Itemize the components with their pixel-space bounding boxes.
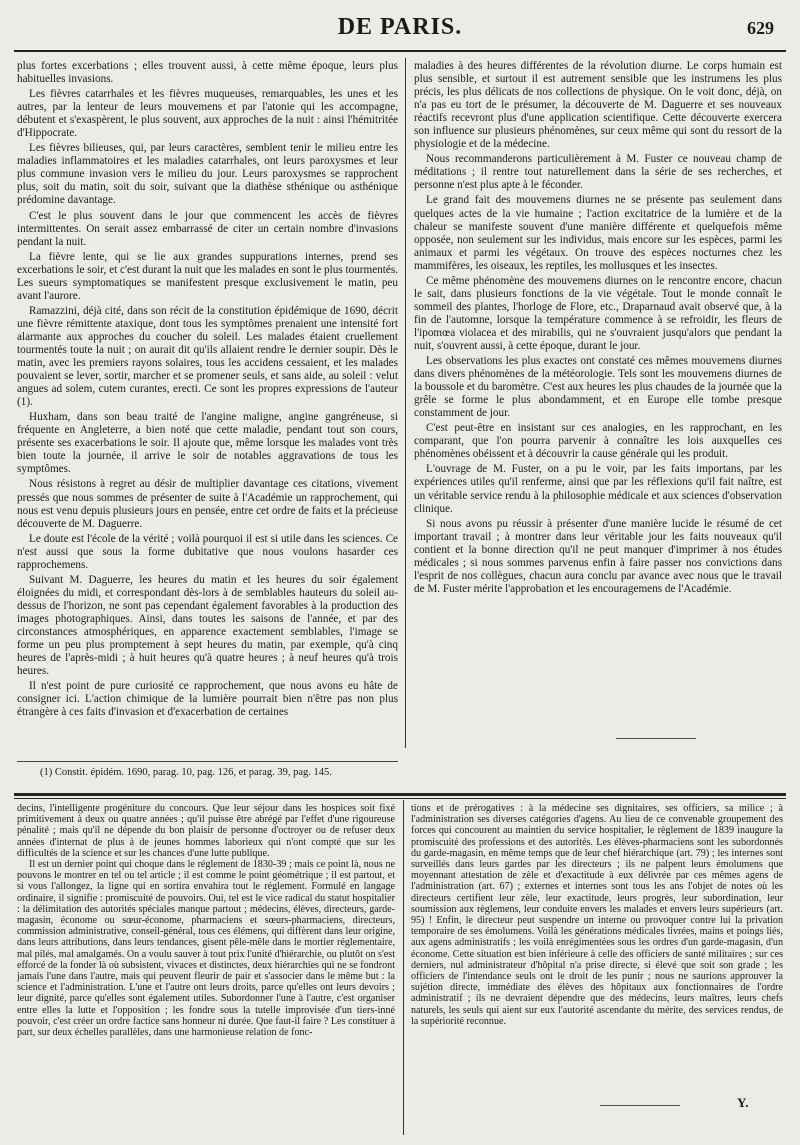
paragraph: Les fièvres catarrhales et les fièvres muqueuses, remarquables, les unes et les autres, par la lenteur de leurs mouvemens et par l'atonie qui les accompagne, débutent et s'exaspèrent, le plus souvent, aux approches de la nuit : ainsi l'hémitritée d'Hippocrate. (17, 88, 398, 140)
paragraph: Nous recommanderons particulièrement à M. Fuster ce nouveau champ de méditations ; il rentre tout naturellement dans la série de ses recherches, et personne n'est plus apte à le féconder. (414, 153, 782, 192)
footnote: (1) Constit. épidém. 1690, parag. 10, pag. 126, et parag. 39, pag. 145. (40, 767, 332, 778)
paragraph: Les observations les plus exactes ont constaté ces mêmes mouvemens diurnes dans divers phénomènes de la météorologie. Tels sont les mouvemens diurnes de la boussole et du baromètre. C'est aux heures les plus chaudes de la journée que la grêle se forme le plus abondamment, et en Europe elle tombe presque constamment de jour. (414, 355, 782, 420)
paragraph: Suivant M. Daguerre, les heures du matin et les heures du soir également éloignées du midi, et correspondant dès-lors à de semblables hauteurs du soleil au-dessus de l'horizon, ne sont pas cependant également favorables à la production des images photographiques. Ainsi, dans toutes les saisons de l'année, et par des circonstances atmosphériques, en apparence exactement semblables, l'image se forme un peu plus promptement à sept heures du matin, par exemple, qu'à cinq heures de l'après-midi ; à huit heures qu'à quatre heures ; à neuf heures qu'à trois heures. (17, 573, 398, 678)
paragraph: Le grand fait des mouvemens diurnes ne se présente pas seulement dans quelques actes de la vie humaine ; l'action excitatrice de la lumière et de la chaleur se manifeste souvent d'une manière différente et quelquefois même opposée, non seulement sur les individus, mais encore sur les espèces, parmi les animaux et parmi les végétaux. On trouve des espèces nocturnes chez les mammifères, les oiseaux, les reptiles, les mollusques et les insectes. (414, 194, 782, 272)
paragraph: plus fortes excerbations ; elles trouvent aussi, à cette même époque, leurs plus habituelles invasions. (17, 60, 398, 86)
paragraph: Si nous avons pu réussir à présenter d'une manière lucide le résumé de cet important travail ; à montrer dans leur véritable jour les faits nouveaux qu'il contient et la bonne direction qu'il ne peut manquer d'imprimer à nos études médicales ; si nous sommes parvenus enfin à faire passer nos convictions dans l'esprit de nos collègues, chacun aura conclu par avance avec nous que le travail de M. Fuster mérite l'approbation et les encouragemens de l'Académie. (414, 517, 782, 595)
paragraph: maladies à des heures différentes de la révolution diurne. Le corps humain est plus sensible, et surtout il est autrement sensible que les instrumens les plus précis, les plus délicats de nos collections de physique. On le voit donc, déjà, on n'a pas eu tort de le présumer, la découverte de M. Daguerre et ses nouveaux réactifs recevront plus d'une application scientifique. Cette découverte exercera son influence sur plusieurs phénomènes, sur ceux même qui sont du ressort de la physiologie et de la médecine. (414, 60, 782, 151)
paragraph: Nous résistons à regret au désir de multiplier davantage ces citations, vivement pressés que nous sommes de présenter de suite à l'Académie un rapprochement, qui nous est venu depuis plusieurs jours en pensée, entre cet ordre de faits et la précieuse découverte de M. Daguerre. (17, 478, 398, 530)
signature-rule (600, 1105, 680, 1106)
paragraph: C'est le plus souvent dans le jour que commencent les accès de fièvres intermittentes. On serait assez embarrassé de citer un certain nombre d'invasions pendant la nuit. (17, 209, 398, 248)
paragraph: decins, l'intelligente progéniture du concours. Que leur séjour dans les hospices soit fixé primitivement à deux ou quatre années ; qu'il puisse être abrégé par l'effet d'une rigoureuse pénalité ; mais qu'il ne dépende du bon plaisir de personne d'octroyer ou de refuser deux années d'internat de plus à de jeunes hommes laborieux qui n'ont compté que sur les difficultés de la science et sur les chances d'une lutte publique. (17, 803, 395, 859)
paragraph: Ce même phénomène des mouvemens diurnes on le rencontre encore, chacun le sait, dans plusieurs fonctions de la vie végétale. Tout le monde connaît le sommeil des plantes, l'horloge de Flore, etc., Draparnaud avait observé que, à la fin de l'automne, lorsque la température commence à se refroidir, les fleurs de l'ipomœa violacea et des mirabilis, qui ne s'ouvraient jusqu'alors que pendant la nuit, s'ouvrent aussi, à cette époque, durant le jour. (414, 274, 782, 352)
top-left-column (17, 60, 398, 730)
section-rule-thick (14, 793, 786, 796)
column-divider-bottom (403, 800, 404, 1135)
paragraph: C'est peut-être en insistant sur ces analogies, en les rapprochant, en les comparant, que l'on pourra parvenir à connaître les lois auxquelles ces phénomènes obéissent et à découvrir la cause générale qui les produit. (414, 422, 782, 461)
paragraph: Le doute est l'école de la vérité ; voilà pourquoi il est si utile dans les sciences. Ce n'est aussi que sous la forme dubitative que nous voulons hasarder ces rapprochemens. (17, 532, 398, 571)
footnote-rule (17, 761, 398, 762)
paragraph: Il est un dernier point qui choque dans le réglement de 1830-39 ; mais ce point là, nous ne pouvons le montrer en tel ou tel article ; il est comme le point géométrique ; il est partout, et si vous l'allongez, la ligne qui en sortira envahira tout le réglement. Formulé en langage ordinaire, il signifie : promiscuité de pouvoirs. Oui, tel est le vice radical du statut hospitalier : la délimitation des autorités spéciales manque partout ; médecins, élèves, directeurs, garde-magasin, économe ou sœur-économe, pharmaciens et sœurs-pharmaciens, directeurs, commission administrative, conseil-général, tous ces élémens, qui diffèrent dans leur origine, dans leurs attributions, dans leurs tendances, gisent pêle-mêle dans le mortier réglementaire, mal pilés, mal amalgamés. On a voulu sauver à tout prix l'unité d'hiérarchie, ou plutôt on s'est efforcé de la fonder là où subsistent, vivaces et distinctes, deux hiérarchies qui ne se fondront jamais l'une dans l'autre, mais qui peuvent fleurir de pair et s'associer dans le même but : la science et l'administration. L'une et l'autre ont leurs droits, parce qu'elles ont leurs devoirs ; leur dignité, parce qu'elles sont également utiles. Subordonner l'une à l'autre, c'est organiser entre elles la lutte et l'opposition ; les fondre sous la tutelle improvisée d'un tiers-inné pouvoir, c'est créer un ordre factice sans honneur ni durée. Que faut-il faire ? Les constituer à part, sur deux échelles parallèles, dans une harmonieuse relation de fonc- (17, 859, 395, 1039)
page-title: DE PARIS. (337, 14, 463, 40)
bottom-right-column (411, 803, 783, 1133)
top-right-column (414, 60, 782, 700)
signature: Y. (737, 1095, 749, 1110)
paragraph: La fièvre lente, qui se lie aux grandes suppurations internes, prend ses excerbations le soir, et c'est durant la nuit que les malades en sont le plus tourmentés. Les sueurs symptomatiques se manifestent presque exclusivement le matin, peu avant l'aurore. (17, 250, 398, 302)
paragraph: L'ouvrage de M. Fuster, on a pu le voir, par les faits importans, par les expériences utiles qu'il renferme, ainsi que par les réflexions qu'il fait naître, est un véritable service rendu à la philosophie médicale et aux sciences d'observation clinique. (414, 463, 782, 515)
end-rule (616, 738, 696, 739)
paragraph: Huxham, dans son beau traité de l'angine maligne, angine gangréneuse, si fréquente en Angleterre, a bien noté que cette maladie, pendant tout son cours, présente ses exacerbations le soir. Il ajoute que, même lorsque les malades vont très bien toute la journée, il arrive le soir de notables aggravations de tous les symptômes. (17, 411, 398, 476)
paragraph: tions et de prérogatives : à la médecine ses dignitaires, ses officiers, sa milice ; à l'administration ses diverses catégories d'agens. Au lieu de ce convenable groupement des forces qui concourent au maintien du service hospitalier, le règlement de 1839 inaugure la promiscuité des professions et des autorités. Les élèves-pharmaciens sont les subordonnés du garde-magasin, en même temps que de leur chef hiérarchique (art. 79) ; les internes sont surveillés dans leurs gardes par les directeurs ; ils ne palpent leurs émolumens que moyennant attestation de zèle et d'exactitude à eux délivrée par ces mêmes agens de l'administration (art. 67) ; externes et internes sont tous les ans l'objet de notes où les directeurs certifient leur zèle, leur exactitude, leurs progrès, leur subordination, leur soumission aux règlemens, leur conduite envers les malades et envers leurs supérieurs (art. 95) ! Enfin, le directeur peut suspendre un interne ou provoquer contre lui la privation temporaire de ses émolumens. Voilà les générations médicales livrées, mains et poings liés, aux agens administratifs ; les voilà enrégimentées sous les ordres d'un garde-magasin, d'un économe. Cette situation est bien inférieure à celle des officiers de santé militaires ; sur ces derniers, nul administrateur d'hôpital n'a prise directe, si élevé que soit son grade ; les officiers de l'intendance seuls ont le droit de les punir ; nous ne saurions approuver la sujétion directe, immédiate des élèves des hôpitaux aux fonctionnaires de l'ordre administratif ; ils ne devraient dépendre que des médecins, leurs maîtres, leurs chefs naturels, les seuls qui aient sur eux l'autorité ascendante du mérite, des services rendus, de la supériorité reconnue. (411, 803, 783, 1027)
section-rule-thin (14, 798, 786, 799)
page-header (14, 14, 786, 52)
paragraph: Ramazzini, déjà cité, dans son récit de la constitution épidémique de 1690, décrit une fièvre rémittente ataxique, dont tous les symptômes prenaient une intensité fort alarmante aux approches du coucher du soleil. Les malades étaient cruellement tourmentés toute la nuit ; on aurait dit qu'ils allaient rendre le dernier soupir. Dès le matin, avec les premiers rayons solaires, tous les accidens cessaient, et les malades pouvaient se lever, sortir, marcher et se promener seuls, et sans aide, au soleil : velut angues ad solem, cutem curantes, erecti. Ce sont les propres expressions de l'auteur (1). (17, 304, 398, 409)
paragraph: Il n'est point de pure curiosité ce rapprochement, que nous avons eu hâte de consigner ici. L'action chimique de la lumière pourrait bien n'être pas non plus étrangère à ces faits d'invasion et d'exacerbation de certaines (17, 680, 398, 719)
paragraph: Les fièvres bilieuses, qui, par leurs caractères, semblent tenir le milieu entre les maladies inflammatoires et les maladies catarrhales, ont leurs paroxysmes et leur plus commune invasion vers le milieu du jour. Leurs paroxysmes se rapprochent plus, soit du matin, soit du soir, suivant que la diathèse sthénique ou asthénique prédomine davantage. (17, 142, 398, 207)
page-number: 629 (747, 18, 774, 38)
column-divider-top (405, 58, 406, 748)
bottom-left-column (17, 803, 395, 1138)
